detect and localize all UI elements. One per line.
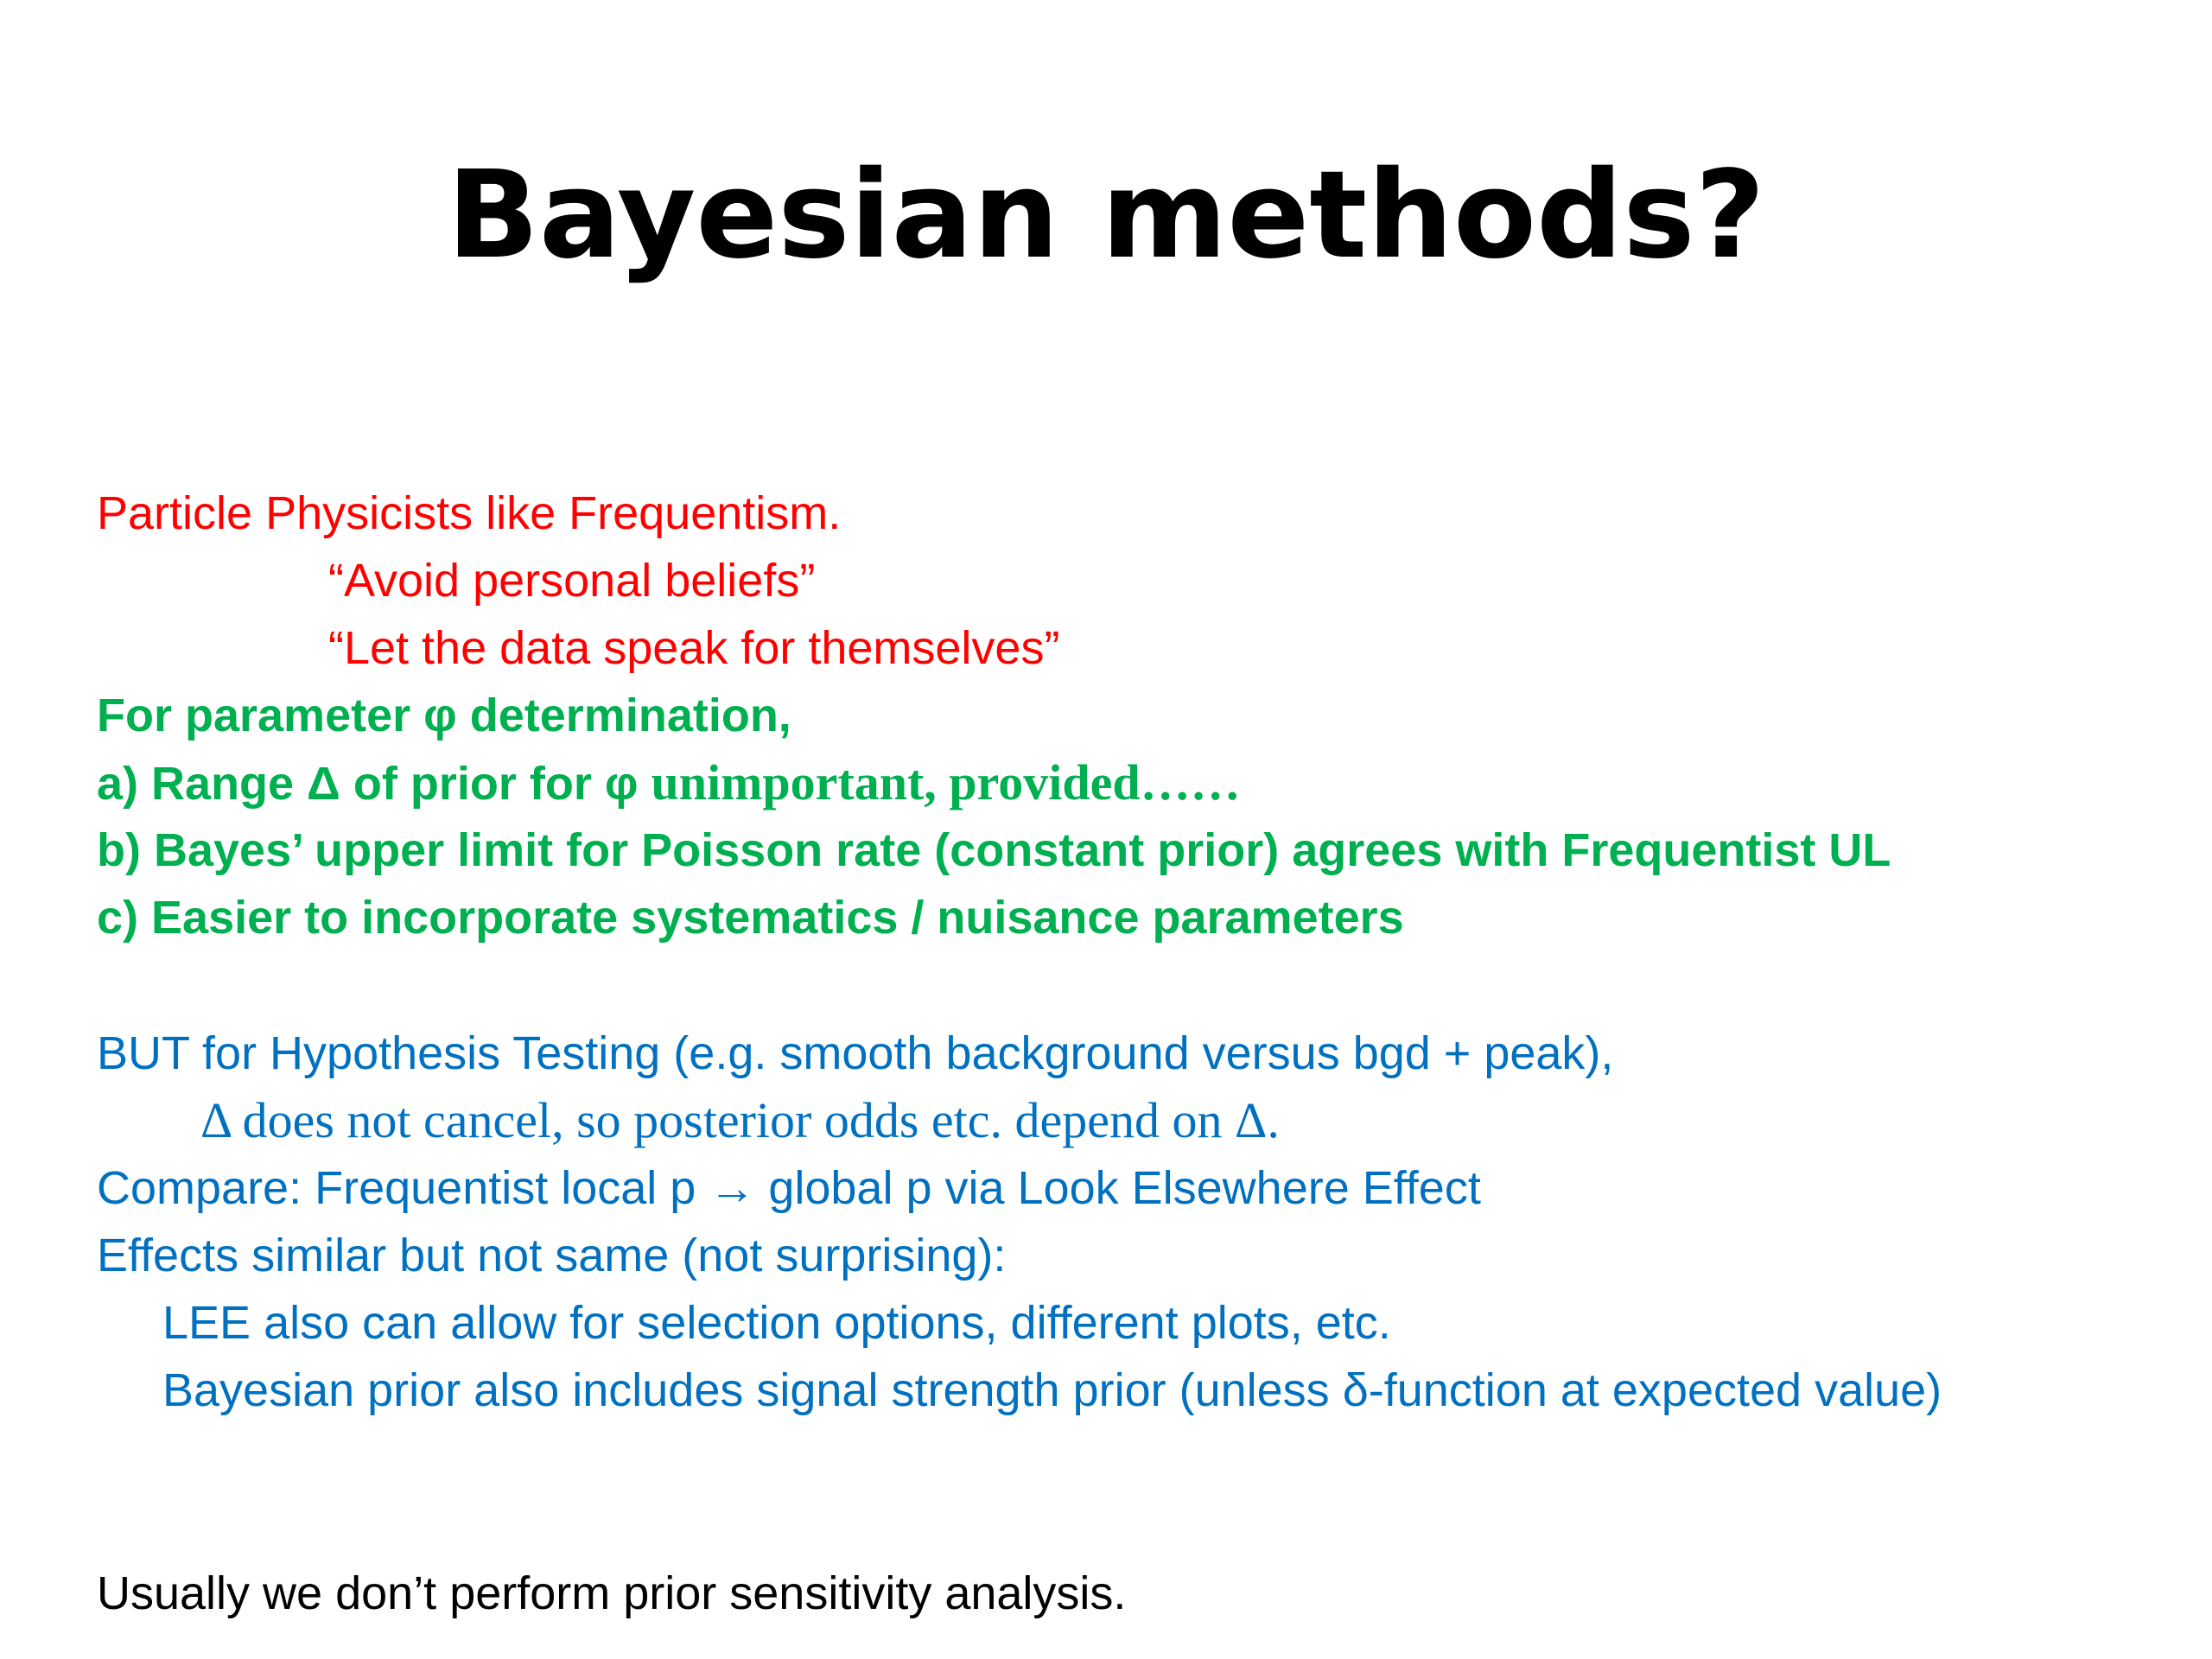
bayesian-prior-line: Bayesian prior also includes signal strength prior (unless δ-function at expected value): [162, 1364, 1942, 1416]
delta-line: Δ does not cancel, so posterior odds etc. depend on Δ.: [200, 1092, 1280, 1148]
compare-line: [97, 1154, 1481, 1222]
compare-prefix: Compare: Frequentist local p: [97, 1162, 709, 1214]
parameter-intro: For parameter φ determination,: [97, 690, 791, 741]
effects-line: Effects similar but not same (not surprising):: [97, 1230, 1007, 1281]
parameter-item-a-prefix: a) Range Δ of prior for φ: [97, 758, 652, 810]
quote-data-speak: “Let the data speak for themselves”: [328, 622, 1060, 674]
lee-line: LEE also can allow for selection options, different plots, etc.: [162, 1297, 1391, 1349]
footer-text: Usually we don’t perform prior sensitivity analysis.: [97, 1567, 1127, 1619]
hypothesis-intro: BUT for Hypothesis Testing (e.g. smooth background versus bgd + peak),: [97, 1027, 1614, 1079]
arrow-right-icon: →: [709, 1162, 756, 1214]
parameter-item-a-suffix: unimportant, provided……: [651, 754, 1241, 810]
slide-title: Bayesian methods?: [447, 145, 1765, 286]
quote-avoid-beliefs: “Avoid personal beliefs”: [328, 555, 816, 607]
parameter-item-c: c) Easier to incorporate systematics / nuisance parameters: [97, 892, 1404, 944]
parameter-item-a: [97, 749, 1241, 817]
frequentism-intro: Particle Physicists like Frequentism.: [97, 487, 842, 539]
parameter-item-b: b) Bayes’ upper limit for Poisson rate (constant prior) agrees with Frequentist UL: [97, 824, 1891, 876]
compare-suffix: global p via Look Elsewhere Effect: [755, 1162, 1481, 1214]
